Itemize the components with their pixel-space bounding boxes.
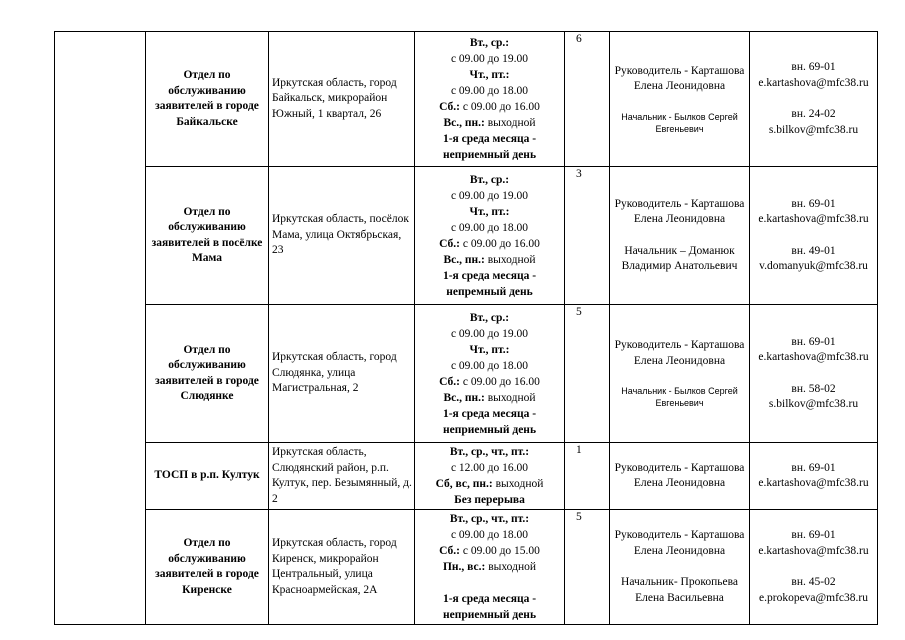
- phone: вн. 49-01: [791, 244, 836, 257]
- office-address: Иркутская область, город Байкальск, микрорайон Южный, 1 квартал, 26: [269, 32, 415, 167]
- office-name: ТОСП в р.п. Култук: [146, 443, 269, 510]
- phone: вн. 58-02: [791, 382, 836, 395]
- office-name: Отдел по обслуживанию заявителей в городе Слюдянке: [146, 305, 269, 443]
- contacts: [750, 443, 878, 510]
- phone: вн. 69-01: [791, 61, 836, 73]
- office-name: Отдел по обслуживанию заявителей в городе Байкальске: [146, 32, 269, 167]
- office-address: Иркутская область, город Киренск, микрорайон Центральный, улица Красноармейская, 2А: [269, 510, 415, 625]
- windows-count: 3: [565, 167, 610, 305]
- table-row: [55, 32, 878, 167]
- windows-count: 6: [565, 32, 610, 167]
- windows-count: 5: [565, 305, 610, 443]
- phone: вн. 45-02: [791, 576, 836, 588]
- email-link[interactable]: e.prokopeva@mfc38.ru: [759, 591, 868, 604]
- windows-count: 5: [565, 510, 610, 625]
- head-name: Руководитель - Карташова Елена Леонидовна: [614, 339, 745, 367]
- chief-name: Начальник - Былков Сергей Евгеньевич: [621, 111, 738, 134]
- table-row: [55, 443, 878, 510]
- office-name: Отдел по обслуживанию заявителей в посёлке Мама: [146, 167, 269, 305]
- table-row: [55, 305, 878, 443]
- office-schedule: Вт., ср.: с 09.00 до 19.00 Чт., пт.: с 09.00 до 18.00 Сб.: с 09.00 до 16.00 Вс., пн.: выходной 1-я среда месяца - непремный день: [415, 167, 565, 305]
- table-row: [55, 510, 878, 625]
- left-empty-cell: [55, 32, 146, 625]
- email-link[interactable]: e.kartashova@mfc38.ru: [758, 544, 869, 557]
- email-link[interactable]: e.kartashova@mfc38.ru: [758, 477, 869, 489]
- phone: вн. 24-02: [791, 108, 836, 120]
- contacts: [750, 167, 878, 305]
- head-name: Руководитель - Карташова Елена Леонидовна: [614, 529, 745, 557]
- responsible-persons: [610, 305, 750, 443]
- phone: вн. 69-01: [791, 529, 836, 541]
- windows-count: 1: [565, 443, 610, 510]
- offices-table: [54, 31, 878, 625]
- email-link[interactable]: v.domanyuk@mfc38.ru: [759, 260, 868, 272]
- office-name: Отдел по обслуживанию заявителей в городе Киренске: [146, 510, 269, 625]
- responsible-persons: [610, 32, 750, 167]
- head-name: Руководитель - Карташова Елена Леонидовна: [614, 197, 745, 225]
- responsible-persons: [610, 443, 750, 510]
- office-schedule: Вт., ср.: с 09.00 до 19.00 Чт., пт.: с 09.00 до 18.00 Сб.: с 09.00 до 16.00 Вс., пн.: выходной 1-я среда месяца - неприемный день: [415, 305, 565, 443]
- chief-name: Начальник – Доманюк Владимир Анатольевич: [621, 244, 738, 272]
- office-address: Иркутская область, город Слюдянка, улица Магистральная, 2: [269, 305, 415, 443]
- email-link[interactable]: s.bilkov@mfc38.ru: [768, 123, 859, 136]
- phone: вн. 69-01: [791, 461, 836, 474]
- head-name: Руководитель - Карташова Елена Леонидовна: [614, 461, 745, 489]
- head-name: Руководитель - Карташова Елена Леонидовна: [614, 64, 745, 92]
- email-link[interactable]: e.kartashova@mfc38.ru: [758, 213, 869, 225]
- phone: вн. 69-01: [791, 197, 836, 210]
- office-schedule: Вт., ср., чт., пт.: с 12.00 до 16.00 Сб, вс, пн.: выходной Без перерыва: [415, 443, 565, 510]
- office-schedule: Вт., ср., чт., пт.: с 09.00 до 18.00 Сб.: с 09.00 до 15.00 Пн., вс.: выходной 1-я среда месяца - неприемный день: [415, 510, 565, 625]
- email-link[interactable]: s.bilkov@mfc38.ru: [768, 398, 859, 410]
- contacts: [750, 510, 878, 625]
- office-schedule: Вт., ср.: с 09.00 до 19.00 Чт., пт.: с 09.00 до 18.00 Сб.: с 09.00 до 16.00 Вс., пн.: выходной 1-я среда месяца - неприемный день: [415, 32, 565, 167]
- contacts: [750, 32, 878, 167]
- office-address: Иркутская область, посёлок Мама, улица Октябрьская, 23: [269, 167, 415, 305]
- responsible-persons: [610, 167, 750, 305]
- chief-name: Начальник - Былков Сергей Евгеньевич: [621, 386, 738, 408]
- email-link[interactable]: e.kartashova@mfc38.ru: [758, 351, 869, 363]
- contacts: [750, 305, 878, 443]
- office-address: Иркутская область, Слюдянский район, р.п. Култук, пер. Безымянный, д. 2: [269, 443, 415, 510]
- phone: вн. 69-01: [791, 335, 836, 348]
- table-row: [55, 167, 878, 305]
- email-link[interactable]: e.kartashova@mfc38.ru: [758, 76, 869, 89]
- responsible-persons: [610, 510, 750, 625]
- chief-name: Начальник- Прокопьева Елена Васильевна: [621, 576, 738, 604]
